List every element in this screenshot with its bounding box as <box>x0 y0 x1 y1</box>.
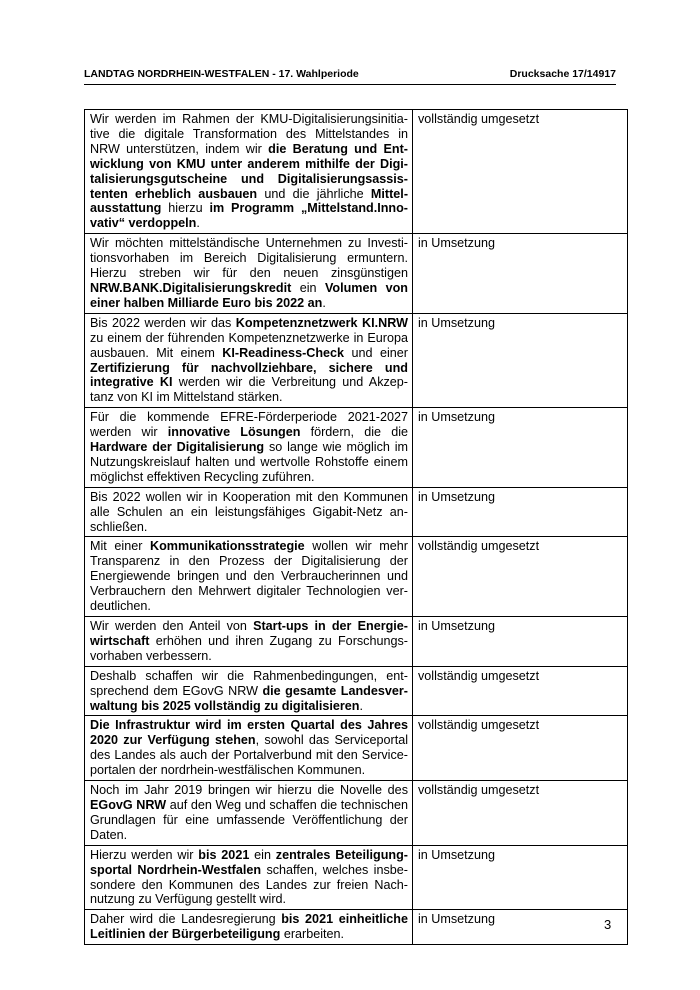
status-text: vollständig umgesetzt <box>418 718 540 733</box>
status-cell <box>413 617 628 667</box>
pledge-text-bold: Kommunikationsstrategie <box>150 539 305 554</box>
table-row <box>85 781 628 846</box>
status-text: in Umsetzung <box>418 410 495 425</box>
header-parliament: LANDTAG NORDRHEIN-WESTFALEN - 17. Wahlperiode <box>84 68 359 80</box>
pledge-text: . <box>322 295 326 310</box>
status-text: vollständig umgesetzt <box>418 112 540 126</box>
pledge-cell <box>85 617 413 667</box>
table-row <box>85 617 628 667</box>
pledge-text-bold: Kompetenznetzwerk KI.NRW <box>235 315 408 330</box>
pledge-cell <box>85 910 413 945</box>
pledge-text: auf den Weg und schaffen die technischen Grundlagen für eine umfassende Veröffentlichung der Daten. <box>90 797 408 842</box>
pledge-text: Wir werden im Rahmen der KMU-Digitalisierungsinitiative die digitale Transformation des Mittelstandes in NRW unterstützen, indem wir <box>90 112 408 156</box>
status-cell <box>413 781 628 846</box>
pledge-text: und einer <box>344 345 408 360</box>
pledge-text-bold: Zertifizierung für nachvollziehbare, sichere und integrative KI <box>90 360 408 390</box>
pledge-text-bold: Volumen von einer halben Milliarde Euro bis 2022 an <box>90 280 408 310</box>
pledge-text: Mit einer <box>90 539 151 554</box>
pledge-text: . <box>359 698 363 713</box>
table-row <box>85 716 628 781</box>
table-row <box>85 313 628 407</box>
pledge-cell <box>85 781 413 846</box>
status-cell <box>413 845 628 910</box>
pledge-text: werden wir die Verbreitung und Akzeptanz von KI im Mittelstand stärken. <box>90 375 408 405</box>
pledge-text-bold: Start-ups in der Energiewirtschaft <box>90 619 408 648</box>
pledge-text-bold: im Programm „Mittelstand.Innovativ“ verdoppeln <box>90 201 408 231</box>
pledge-text: hierzu <box>161 201 210 216</box>
pledge-text-bold: bis 2021 <box>198 847 250 862</box>
status-text: in Umsetzung <box>418 315 495 330</box>
pledge-text: ein <box>249 847 276 862</box>
status-text: in Umsetzung <box>418 236 495 251</box>
status-text: in Umsetzung <box>418 619 495 633</box>
pledge-text-bold: NRW.BANK.Digitalisierungskredit <box>90 280 292 295</box>
table-row <box>85 408 628 488</box>
pledge-text-bold: KI-Readiness-Check <box>222 345 345 360</box>
status-text: vollständig umgesetzt <box>418 668 540 683</box>
status-cell <box>413 666 628 716</box>
pledge-cell <box>85 487 413 537</box>
pledge-cell <box>85 313 413 407</box>
pledge-text-bold: zentrales Beteiligungsportal Nordrhein-Westfalen <box>90 847 408 877</box>
status-text: in Umsetzung <box>418 847 495 862</box>
status-text: vollständig umgesetzt <box>418 539 540 554</box>
status-cell <box>413 408 628 488</box>
table-row <box>85 110 628 234</box>
pledge-text: , sowohl das Serviceportal des Landes als auch der Portalverbund mit den Serviceportalen der nordrhein-westfälischen Kommunen. <box>90 733 409 778</box>
pledge-text: fördern, die die <box>300 425 409 440</box>
pledge-cell <box>85 845 413 910</box>
table-row <box>85 234 628 314</box>
pledge-text: Deshalb schaffen wir die Rahmenbedingungen, entsprechend dem EGovG NRW <box>90 668 408 698</box>
table-row <box>85 845 628 910</box>
implementation-status-table <box>84 109 628 945</box>
pledge-text: Wir möchten mittelständische Unternehmen zu Investitionsvorhaben im Bereich Digitalisierung ermuntern. Hierzu streben wir für den neuen zinsgünstigen <box>90 236 408 281</box>
pledge-cell <box>85 666 413 716</box>
table-body <box>85 110 628 945</box>
table-row <box>85 537 628 617</box>
pledge-text-bold: Mittelausstattung <box>90 186 409 216</box>
page-number: 3 <box>604 917 612 932</box>
pledge-text-bold: die Beratung und Entwicklung von KMU unter anderem mithilfe der Digitalisierungsgutscheine und Digitalisierungsassistenten erheblich ausbauen <box>90 141 408 201</box>
pledge-text: Bis 2022 wollen wir in Kooperation mit den Kommunen alle Schulen an ein leistungsfähiges Gigabit-Netz anschließen. <box>90 489 408 534</box>
pledge-text: Daher wird die Landesregierung <box>90 912 282 927</box>
pledge-text: ein <box>291 280 325 295</box>
pledge-text: wollen wir mehr Transparenz in den Prozess der Digitalisierung der Energiewende bringen und den Verbraucherinnen und Verbrauchern den Mehrwert digitaler Technologien verdeutlichen. <box>90 539 408 614</box>
pledge-cell <box>85 110 413 234</box>
status-text: in Umsetzung <box>418 912 495 927</box>
pledge-text: . <box>196 216 200 231</box>
table-row <box>85 487 628 537</box>
status-cell <box>413 716 628 781</box>
header-document-number: Drucksache 17/14917 <box>509 68 616 80</box>
pledge-cell <box>85 716 413 781</box>
pledge-text: und die jährliche <box>257 186 371 201</box>
header-rule <box>84 84 616 85</box>
status-cell <box>413 313 628 407</box>
pledge-text-bold: Hardware der Digitalisierung <box>90 440 265 455</box>
pledge-cell <box>85 408 413 488</box>
pledge-cell <box>85 537 413 617</box>
pledge-text: Für die kommende EFRE-Förderperiode 2021-2027 werden wir <box>90 410 408 440</box>
pledge-text: erhöhen und ihren Zugang zu Forschungsvorhaben verbessern. <box>90 633 408 663</box>
table-row <box>85 666 628 716</box>
status-cell <box>413 234 628 314</box>
pledge-text: zu einem der führenden Kompetenznetzwerke in Europa ausbauen. Mit einem <box>90 330 408 360</box>
pledge-text-bold: innovative Lösungen <box>167 425 301 440</box>
status-cell <box>413 110 628 234</box>
status-text: vollständig umgesetzt <box>418 783 540 798</box>
table-row <box>85 910 628 945</box>
status-cell <box>413 487 628 537</box>
pledge-text: erarbeiten. <box>280 927 345 942</box>
pledge-text: Wir werden den Anteil von <box>90 619 254 633</box>
pledge-text-bold: Die Infrastruktur wird im ersten Quartal des Jahres 2020 zur Verfügung stehen <box>90 718 408 748</box>
pledge-text: Bis 2022 werden wir das <box>90 315 236 330</box>
pledge-text: Hierzu werden wir <box>90 847 199 862</box>
pledge-text-bold: EGovG NRW <box>90 797 167 812</box>
status-cell <box>413 537 628 617</box>
pledge-text: so lange wie möglich im Nutzungskreislauf halten und wertvolle Rohstoffe einem möglichst effektiven Recycling zuführen. <box>90 440 408 484</box>
pledge-text: Noch im Jahr 2019 bringen wir hierzu die Novelle des <box>90 783 408 798</box>
status-text: in Umsetzung <box>418 489 495 504</box>
pledge-text-bold: die gesamte Landesverwaltung bis 2025 vollständig zu digitalisieren <box>90 683 408 713</box>
pledge-text-bold: bis 2021 einheitliche Leitlinien der Bürgerbeteiligung <box>90 912 408 942</box>
pledge-cell <box>85 234 413 314</box>
status-cell <box>413 910 628 945</box>
pledge-text: schaffen, welches insbesondere den Kommunen des Landes zur freien Nachnutzung zu Verfügung gestellt wird. <box>90 862 408 907</box>
